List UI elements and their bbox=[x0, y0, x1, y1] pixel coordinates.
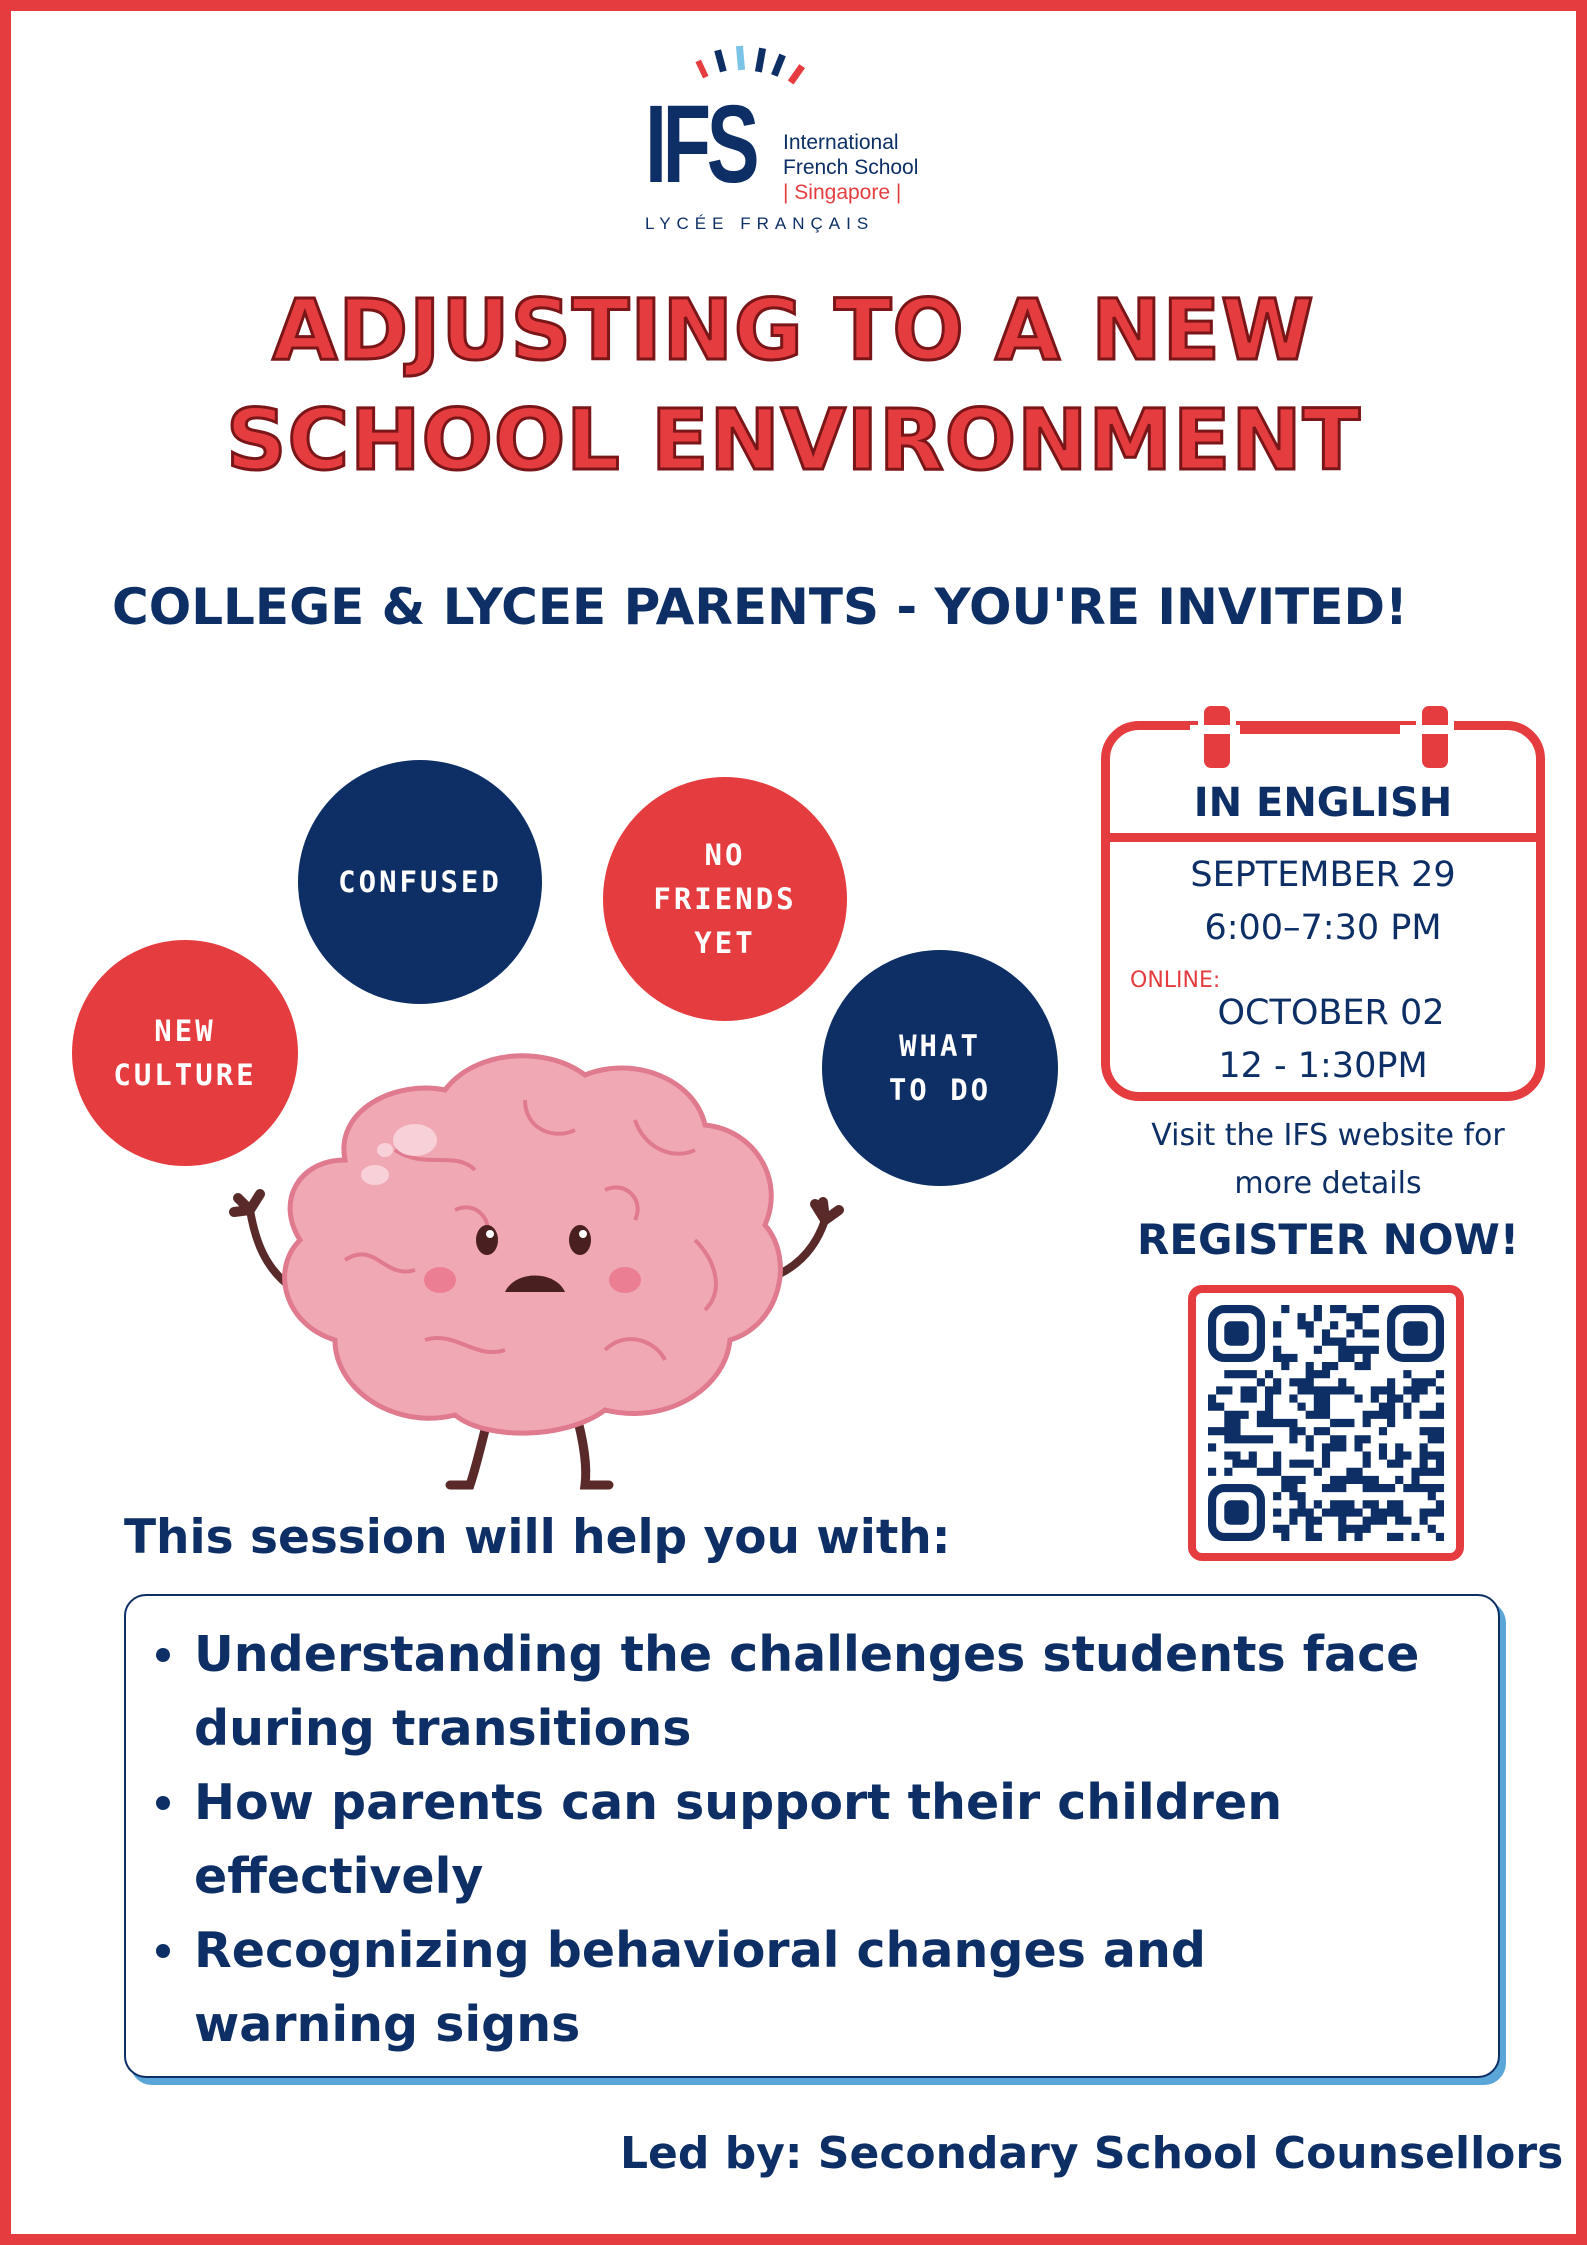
logo-school-name bbox=[783, 130, 918, 205]
logo-tagline: LYCÉE FRANÇAIS bbox=[645, 214, 875, 233]
event-calendar bbox=[1101, 721, 1545, 1101]
logo-line-3: | Singapore | bbox=[783, 181, 902, 204]
invitation-subtitle: COLLEGE & LYCEE PARENTS - YOU'RE INVITED! bbox=[112, 578, 1408, 636]
bubble-confused-text: CONFUSED bbox=[338, 865, 502, 899]
title-line-1: ADJUSTING TO A NEW bbox=[272, 281, 1315, 379]
logo-line-2: French School bbox=[783, 156, 919, 179]
calendar-divider bbox=[1110, 833, 1536, 842]
calendar-date-2: OCTOBER 02 bbox=[1217, 993, 1445, 1033]
bubble-what-to-do-text: WHAT TO DO bbox=[888, 1029, 992, 1107]
qr-finder-pattern bbox=[1391, 1309, 1440, 1358]
calendar-ring-left bbox=[1198, 700, 1236, 774]
ifs-logo bbox=[645, 40, 945, 240]
registration-qr-code[interactable] bbox=[1188, 1285, 1464, 1561]
register-now-label: REGISTER NOW! bbox=[1136, 1215, 1520, 1264]
qr-finder-pattern bbox=[1212, 1488, 1261, 1537]
session-heading: This session will help you with: bbox=[124, 1510, 951, 1565]
bubble-no-friends-text: NO FRIENDS YET bbox=[653, 838, 797, 960]
bubble-confused bbox=[298, 760, 542, 1004]
benefit-item: Understanding the challenges students face during transitions bbox=[194, 1618, 1434, 1766]
led-by-credit: Led by: Secondary School Counsellors bbox=[620, 2128, 1564, 2179]
calendar-top-bar bbox=[1240, 725, 1400, 734]
logo-line-1: International bbox=[783, 131, 899, 154]
qr-code-icon bbox=[1208, 1305, 1444, 1541]
title-line-2: SCHOOL ENVIRONMENT bbox=[226, 391, 1361, 489]
calendar-time-1: 6:00–7:30 PM bbox=[1204, 908, 1442, 948]
calendar-time-2: 12 - 1:30PM bbox=[1218, 1046, 1428, 1086]
visit-website-note bbox=[1110, 1112, 1546, 1208]
benefit-item: How parents can support their children effectively bbox=[194, 1766, 1434, 1914]
worried-brain-icon bbox=[225, 1040, 865, 1500]
benefits-list bbox=[126, 1596, 1498, 2062]
logo-abbr: IFS bbox=[645, 83, 756, 206]
benefits-box bbox=[124, 1594, 1500, 2078]
calendar-online-label: ONLINE: bbox=[1130, 968, 1221, 993]
calendar-ring-right bbox=[1416, 700, 1454, 774]
visit-line-2: more details bbox=[1234, 1166, 1422, 1201]
calendar-heading: IN ENGLISH bbox=[1193, 780, 1453, 826]
poster-title bbox=[0, 275, 1587, 495]
bubble-new-culture-text: NEW CULTURE bbox=[113, 1014, 257, 1092]
bubble-no-friends bbox=[603, 777, 847, 1021]
calendar-date-1: SEPTEMBER 29 bbox=[1190, 855, 1456, 895]
visit-line-1: Visit the IFS website for bbox=[1151, 1118, 1505, 1153]
qr-finder-pattern bbox=[1212, 1309, 1261, 1358]
benefit-item: Recognizing behavioral changes and warning signs bbox=[194, 1914, 1434, 2062]
